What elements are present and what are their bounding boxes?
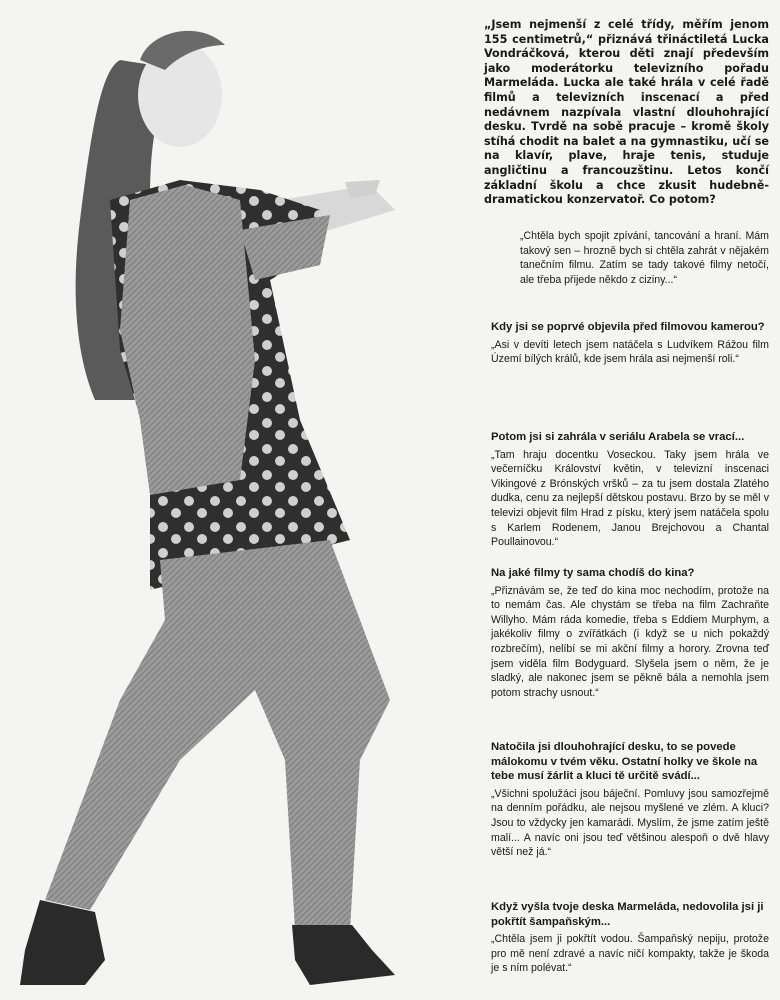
intro-answer-text: „Chtěla bych spojit zpívání, tancování a hraní. Mám takový sen – hrozně bych si chtěla zahrát v nějakém tanečním filmu. Zatím se tady takové filmy netočí, ale třeba přijede někdo z ciziny...“ xyxy=(520,230,769,286)
answer: „Přiznávám se, že teď do kina moc nechodím, protože na to nemám čas. Ale chystám se třeba na film Zachraňte Willyho. Mám ráda komedie, třeba s Eddiem Murphym, a jakékoliv filmy o zvířátkách (i když se u nich pokaždý rozbrečím), nelíbí se mi akční filmy a horory. Zrovna teď jsem viděla film Bodyguard. Slyšela jsem o něm, že je sladký, ale nakonec jsem se pěkně bála a nemohla jsem potom strachy usnout.“ xyxy=(491,584,769,699)
answer: „Tam hraju docentku Voseckou. Taky jsem hrála ve večerníčku Království květin, v televizní inscenaci Vikingové z Brónských vršků – za tu jsem dostala Zlatého dudka, cenu za nejlepší dětskou postavu. Brzo by se měl v televizi objevit film Hrad z písku, který jsem natáčela spolu s Karlem Rodenem, Janou Brejchovou a Chantal Poullainovou.“ xyxy=(491,448,769,549)
qa-block-2 xyxy=(491,430,769,550)
qa-block-5 xyxy=(491,900,769,976)
answer: „Asi v devíti letech jsem natáčela s Ludvíkem Rážou film Území bílých králů, kde jsem hrála asi nejmenší roli.“ xyxy=(491,338,769,366)
qa-block-4 xyxy=(491,740,769,860)
qa-block-3 xyxy=(491,566,769,700)
question: Kdy jsi se poprvé objevila před filmovou kamerou? xyxy=(491,321,765,333)
question: Když vyšla tvoje deska Marmeláda, nedovolila jsi ji pokřtít šampaňským... xyxy=(491,901,764,928)
article-intro: „Jsem nejmenší z celé třídy, měřím jenom 155 centimetrů,“ přiznává třináctiletá Lucka Vondráčková, kterou děti znají především jako moderátorku televizního pořadu Marmeláda. Lucka ale také hrála v celé řadě filmů a televizních inscenací a před nedávnem nazpívala vlastní dlouhohrající desku. Tvrdě na sobě pracuje – kromě školy stíhá chodit na balet a na gymnastiku, učí se na klavír, plave, hraje tenis, studuje angličtinu a francouzštinu. Letos končí základní školu a chce zkusit hudebně-dramatickou konzervatoř. Co potom? xyxy=(484,18,769,207)
answer: „Chtěla jsem ji pokřtít vodou. Šampaňský nepiju, protože pro mě není zdravé a navíc ničí kompakty, takže je škoda je s ním polévat.“ xyxy=(491,933,769,975)
answer: „Všichni spolužáci jsou báječní. Pomluvy jsou samozřejmě na denním pořádku, ale nejsou myšlené ve zlém. A kluci? Jsou to vždycky jen kamarádi. Myslím, že jsme zatím ještě malí... A navíc oni jsou teď většinou alespoň o dvě hlavy větší než já.“ xyxy=(491,787,769,859)
question: Potom jsi si zahrála v seriálu Arabela se vrací... xyxy=(491,431,745,443)
intro-answer xyxy=(520,226,769,287)
qa-block-1 xyxy=(491,320,769,367)
question: Natočila jsi dlouhohrající desku, to se povede málokomu v tvém věku. Ostatní holky ve škole na tebe musí žárlit a kluci tě určitě svádí... xyxy=(491,741,758,783)
question: Na jaké filmy ty sama chodíš do kina? xyxy=(491,567,695,579)
